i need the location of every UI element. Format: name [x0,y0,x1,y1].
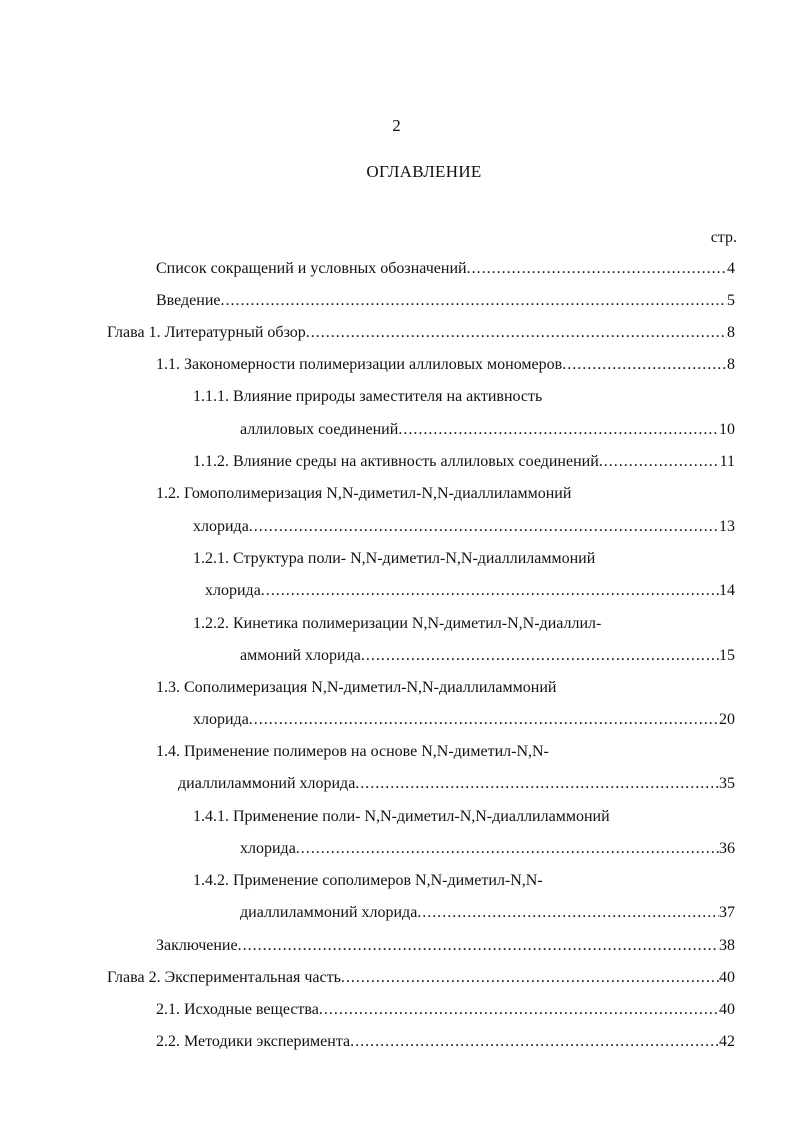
toc-entry [193,709,735,731]
toc-entry-page: 20 [719,711,735,728]
toc-entry-page: 35 [719,775,735,792]
page-column-label: стр. [710,229,737,246]
toc-entry [240,902,735,924]
toc-entry-page: 13 [719,518,735,535]
toc-entry-title-line1: 1.1.1. Влияние природы заместителя на активность [193,388,543,405]
toc-entry-title-line1: 1.3. Сополимеризация N,N-диметил-N,N-диаллиламмоний [156,679,557,696]
toc-entry [107,967,735,989]
dot-leader [306,322,727,344]
toc-entry [193,516,735,538]
dot-leader [361,645,719,667]
dot-leader [296,838,719,860]
dot-leader [221,290,728,312]
toc-entry-title-line1: 1.4. Применение полимеров на основе N,N-диметил-N,N- [156,743,549,760]
page-number: 2 [392,116,401,135]
dot-leader [467,258,727,280]
dot-leader [319,999,719,1021]
toc-entry-title: 1.1. Закономерности полимеризации аллиловых мономеров [156,356,563,373]
toc-entry-title-line1: 1.2.2. Кинетика полимеризации N,N-диметил-N,N-диаллил- [193,615,602,632]
toc-entry-page: 5 [727,292,735,309]
toc-entry-page: 14 [719,582,735,599]
dot-leader [341,967,719,989]
toc-entry [156,935,735,957]
toc-entry [156,1031,735,1053]
toc-entry [156,354,735,376]
toc-entry [178,773,735,795]
toc-entry [240,645,735,667]
dot-leader [238,935,719,957]
toc-title: ОГЛАВЛЕНИЕ [366,162,482,181]
toc-entry-title: хлорида [205,582,261,599]
toc-entry-page: 11 [719,453,735,470]
toc-entry [240,419,735,441]
toc-entry [193,451,735,473]
dot-leader [261,580,719,602]
toc-entry-title: диаллиламмоний хлорида [178,775,356,792]
toc-entry-title: аммоний хлорида [240,647,361,664]
dot-leader [355,773,719,795]
toc-entry-title: Глава 1. Литературный обзор [107,324,306,341]
toc-entry-title: Заключение [156,937,238,954]
toc-entry-title: Список сокращений и условных обозначений [156,260,467,277]
toc-entry-page: 8 [727,324,735,341]
toc-entry-page: 37 [719,904,735,921]
toc-entry-page: 8 [727,356,735,373]
toc-entry-title: 2.2. Методики эксперимента [156,1033,351,1050]
toc-entry-title: Введение [156,292,221,309]
toc-entry-page: 4 [727,260,735,277]
toc-entry-page: 38 [719,937,735,954]
dot-leader [398,419,719,441]
toc-entry-title-line1: 1.4.2. Применение сополимеров N,N-диметил-N,N- [193,872,543,889]
toc-entry-page: 36 [719,840,735,857]
toc-entry [156,258,735,280]
toc-entry-title: хлорида [193,711,249,728]
toc-entry-title: диаллиламмоний хлорида [240,904,418,921]
toc-entry [156,999,735,1021]
toc-entry-title: Глава 2. Экспериментальная часть [107,969,341,986]
dot-leader [562,354,727,376]
toc-entry-page: 10 [719,421,735,438]
dot-leader [599,451,720,473]
toc-entry-title: хлорида [193,518,249,535]
toc-entry-page: 15 [719,647,735,664]
toc-entry-title: аллиловых соединений [240,421,399,438]
dot-leader [350,1031,719,1053]
toc-entry-title-line1: 1.2. Гомополимеризация N,N-диметил-N,N-диаллиламмоний [156,485,572,502]
toc-entry-title: 2.1. Исходные вещества [156,1001,319,1018]
dot-leader [417,902,719,924]
toc-entry-title: хлорида [240,840,296,857]
toc-entry-title-line1: 1.2.1. Структура поли- N,N-диметил-N,N-диаллиламмоний [193,550,596,567]
dot-leader [249,516,719,538]
dot-leader [249,709,719,731]
toc-entry-title: 1.1.2. Влияние среды на активность аллиловых соединений [193,453,599,470]
toc-entry-page: 40 [719,969,735,986]
toc-entry-page: 40 [719,1001,735,1018]
toc-entry [107,322,735,344]
toc-entry-page: 42 [719,1033,735,1050]
toc-entry [156,290,735,312]
toc-entry [205,580,735,602]
toc-entry-title-line1: 1.4.1. Применение поли- N,N-диметил-N,N-диаллиламмоний [193,808,610,825]
toc-entry [240,838,735,860]
